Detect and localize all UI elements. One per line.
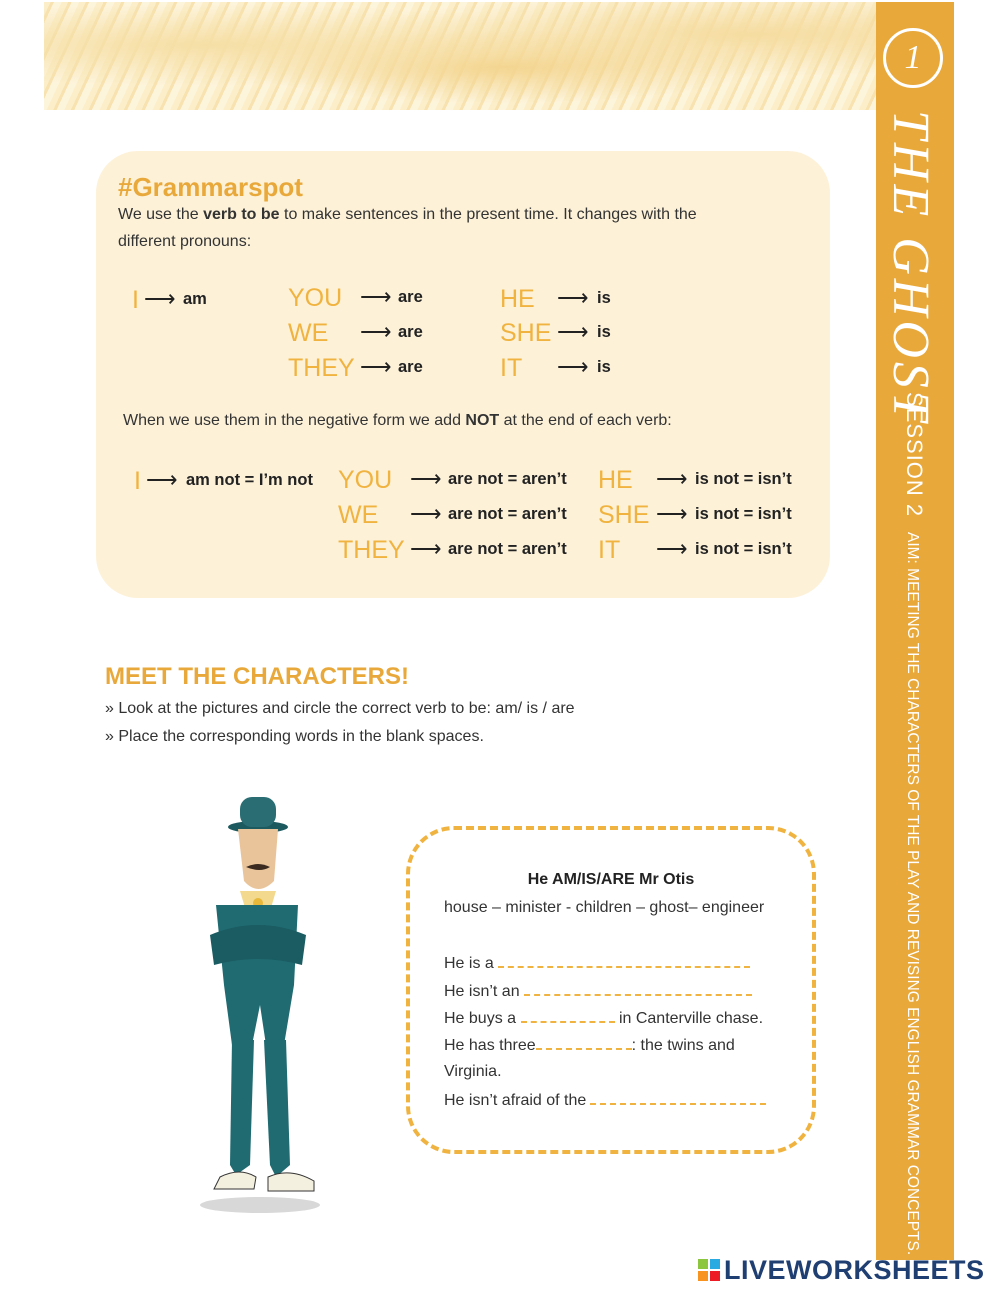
exercise-line-4: He has three : the twins and: [444, 1037, 735, 1054]
unit-number: 1: [904, 39, 922, 76]
neg-pronoun-they: THEY: [338, 536, 405, 564]
exercise-line-2: He isn’t an: [444, 982, 752, 1001]
neg-pronoun-i: I: [134, 467, 141, 495]
neg-verb-are: are not = aren’t: [448, 505, 567, 523]
exercise-line-1: He is a: [444, 954, 750, 973]
arrow-icon: ⟶: [557, 354, 589, 379]
arrow-icon: ⟶: [360, 354, 392, 379]
blank-input[interactable]: [521, 1009, 615, 1023]
neg-pronoun-you: YOU: [338, 466, 393, 494]
verb-are: are: [398, 288, 423, 306]
exercise-line-3: He buys a in Canterville chase.: [444, 1010, 764, 1027]
neg-pronoun-he: HE: [598, 466, 633, 494]
verb-is: is: [597, 289, 611, 307]
word-bank: house – minister - children – ghost– engineer: [444, 899, 765, 916]
verb-am: am: [183, 290, 207, 308]
grammar-intro-line2: different pronouns:: [118, 233, 252, 250]
pronoun-it: IT: [500, 354, 523, 382]
unit-title: THE GHOST: [882, 110, 939, 425]
exercise-line-6: He isn’t afraid of the: [444, 1091, 766, 1110]
arrow-icon: ⟶: [656, 536, 688, 561]
neg-verb-is: is not = isn’t: [695, 505, 792, 523]
neg-pronoun-she: SHE: [598, 501, 650, 529]
aim-text: AIM: MEETING THE CHARACTERS OF THE PLAY AND REVISING ENGLISH GRAMMAR CONCEPTS.: [904, 532, 921, 1256]
arrow-icon: ⟶: [557, 319, 589, 344]
blank-input[interactable]: [536, 1036, 632, 1050]
neg-verb-are: are not = aren’t: [448, 540, 567, 558]
arrow-icon: ⟶: [410, 536, 442, 561]
pronoun-you: YOU: [288, 284, 343, 312]
arrow-icon: ⟶: [146, 467, 178, 492]
arrow-icon: ⟶: [410, 466, 442, 491]
grammar-title: #Grammarspot: [118, 172, 303, 202]
neg-pronoun-it: IT: [598, 536, 621, 564]
exercise-line-5: Virginia.: [444, 1063, 502, 1080]
pronoun-we: WE: [288, 319, 329, 347]
logo-text: LIVEWORKSHEETS: [724, 1254, 985, 1285]
meet-characters-title: MEET THE CHARACTERS!: [105, 663, 409, 690]
verb-is: is: [597, 358, 611, 376]
neg-verb-is: is not = isn’t: [695, 540, 792, 558]
logo-cubes-icon: [698, 1259, 720, 1281]
neg-verb-am: am not = I’m not: [186, 471, 313, 489]
instruction-circle: » Look at the pictures and circle the correct verb to be: am/ is / are: [105, 700, 575, 717]
verb-are: are: [398, 358, 423, 376]
arrow-icon: ⟶: [656, 466, 688, 491]
header-banner: [44, 2, 876, 110]
arrow-icon: ⟶: [360, 319, 392, 344]
neg-pronoun-we: WE: [338, 501, 379, 529]
blank-input[interactable]: [524, 982, 752, 996]
blank-input[interactable]: [590, 1091, 766, 1105]
unit-number-badge: [883, 28, 943, 88]
verb-are: are: [398, 323, 423, 341]
verb-is: is: [597, 323, 611, 341]
neg-verb-are: are not = aren’t: [448, 470, 567, 488]
arrow-icon: ⟶: [557, 285, 589, 310]
session-label: SESSION 2: [902, 392, 927, 518]
grammar-intro: We use the verb to be to make sentences in the present time. It changes with the: [118, 206, 697, 223]
pronoun-he: HE: [500, 285, 535, 313]
arrow-icon: ⟶: [410, 501, 442, 526]
arrow-icon: ⟶: [656, 501, 688, 526]
blank-input[interactable]: [498, 954, 750, 968]
arrow-icon: ⟶: [360, 284, 392, 309]
liveworksheets-logo[interactable]: [698, 1255, 985, 1285]
neg-verb-is: is not = isn’t: [695, 470, 792, 488]
instruction-place: » Place the corresponding words in the blank spaces.: [105, 728, 484, 745]
pronoun-i: I: [132, 286, 139, 314]
mr-otis-illustration: [190, 785, 340, 1215]
pronoun-they: THEY: [288, 354, 355, 382]
arrow-icon: ⟶: [144, 286, 176, 311]
exercise-title: He AM/IS/ARE Mr Otis: [527, 871, 695, 888]
negative-intro: When we use them in the negative form we add NOT at the end of each verb:: [123, 412, 672, 429]
pronoun-she: SHE: [500, 319, 552, 347]
